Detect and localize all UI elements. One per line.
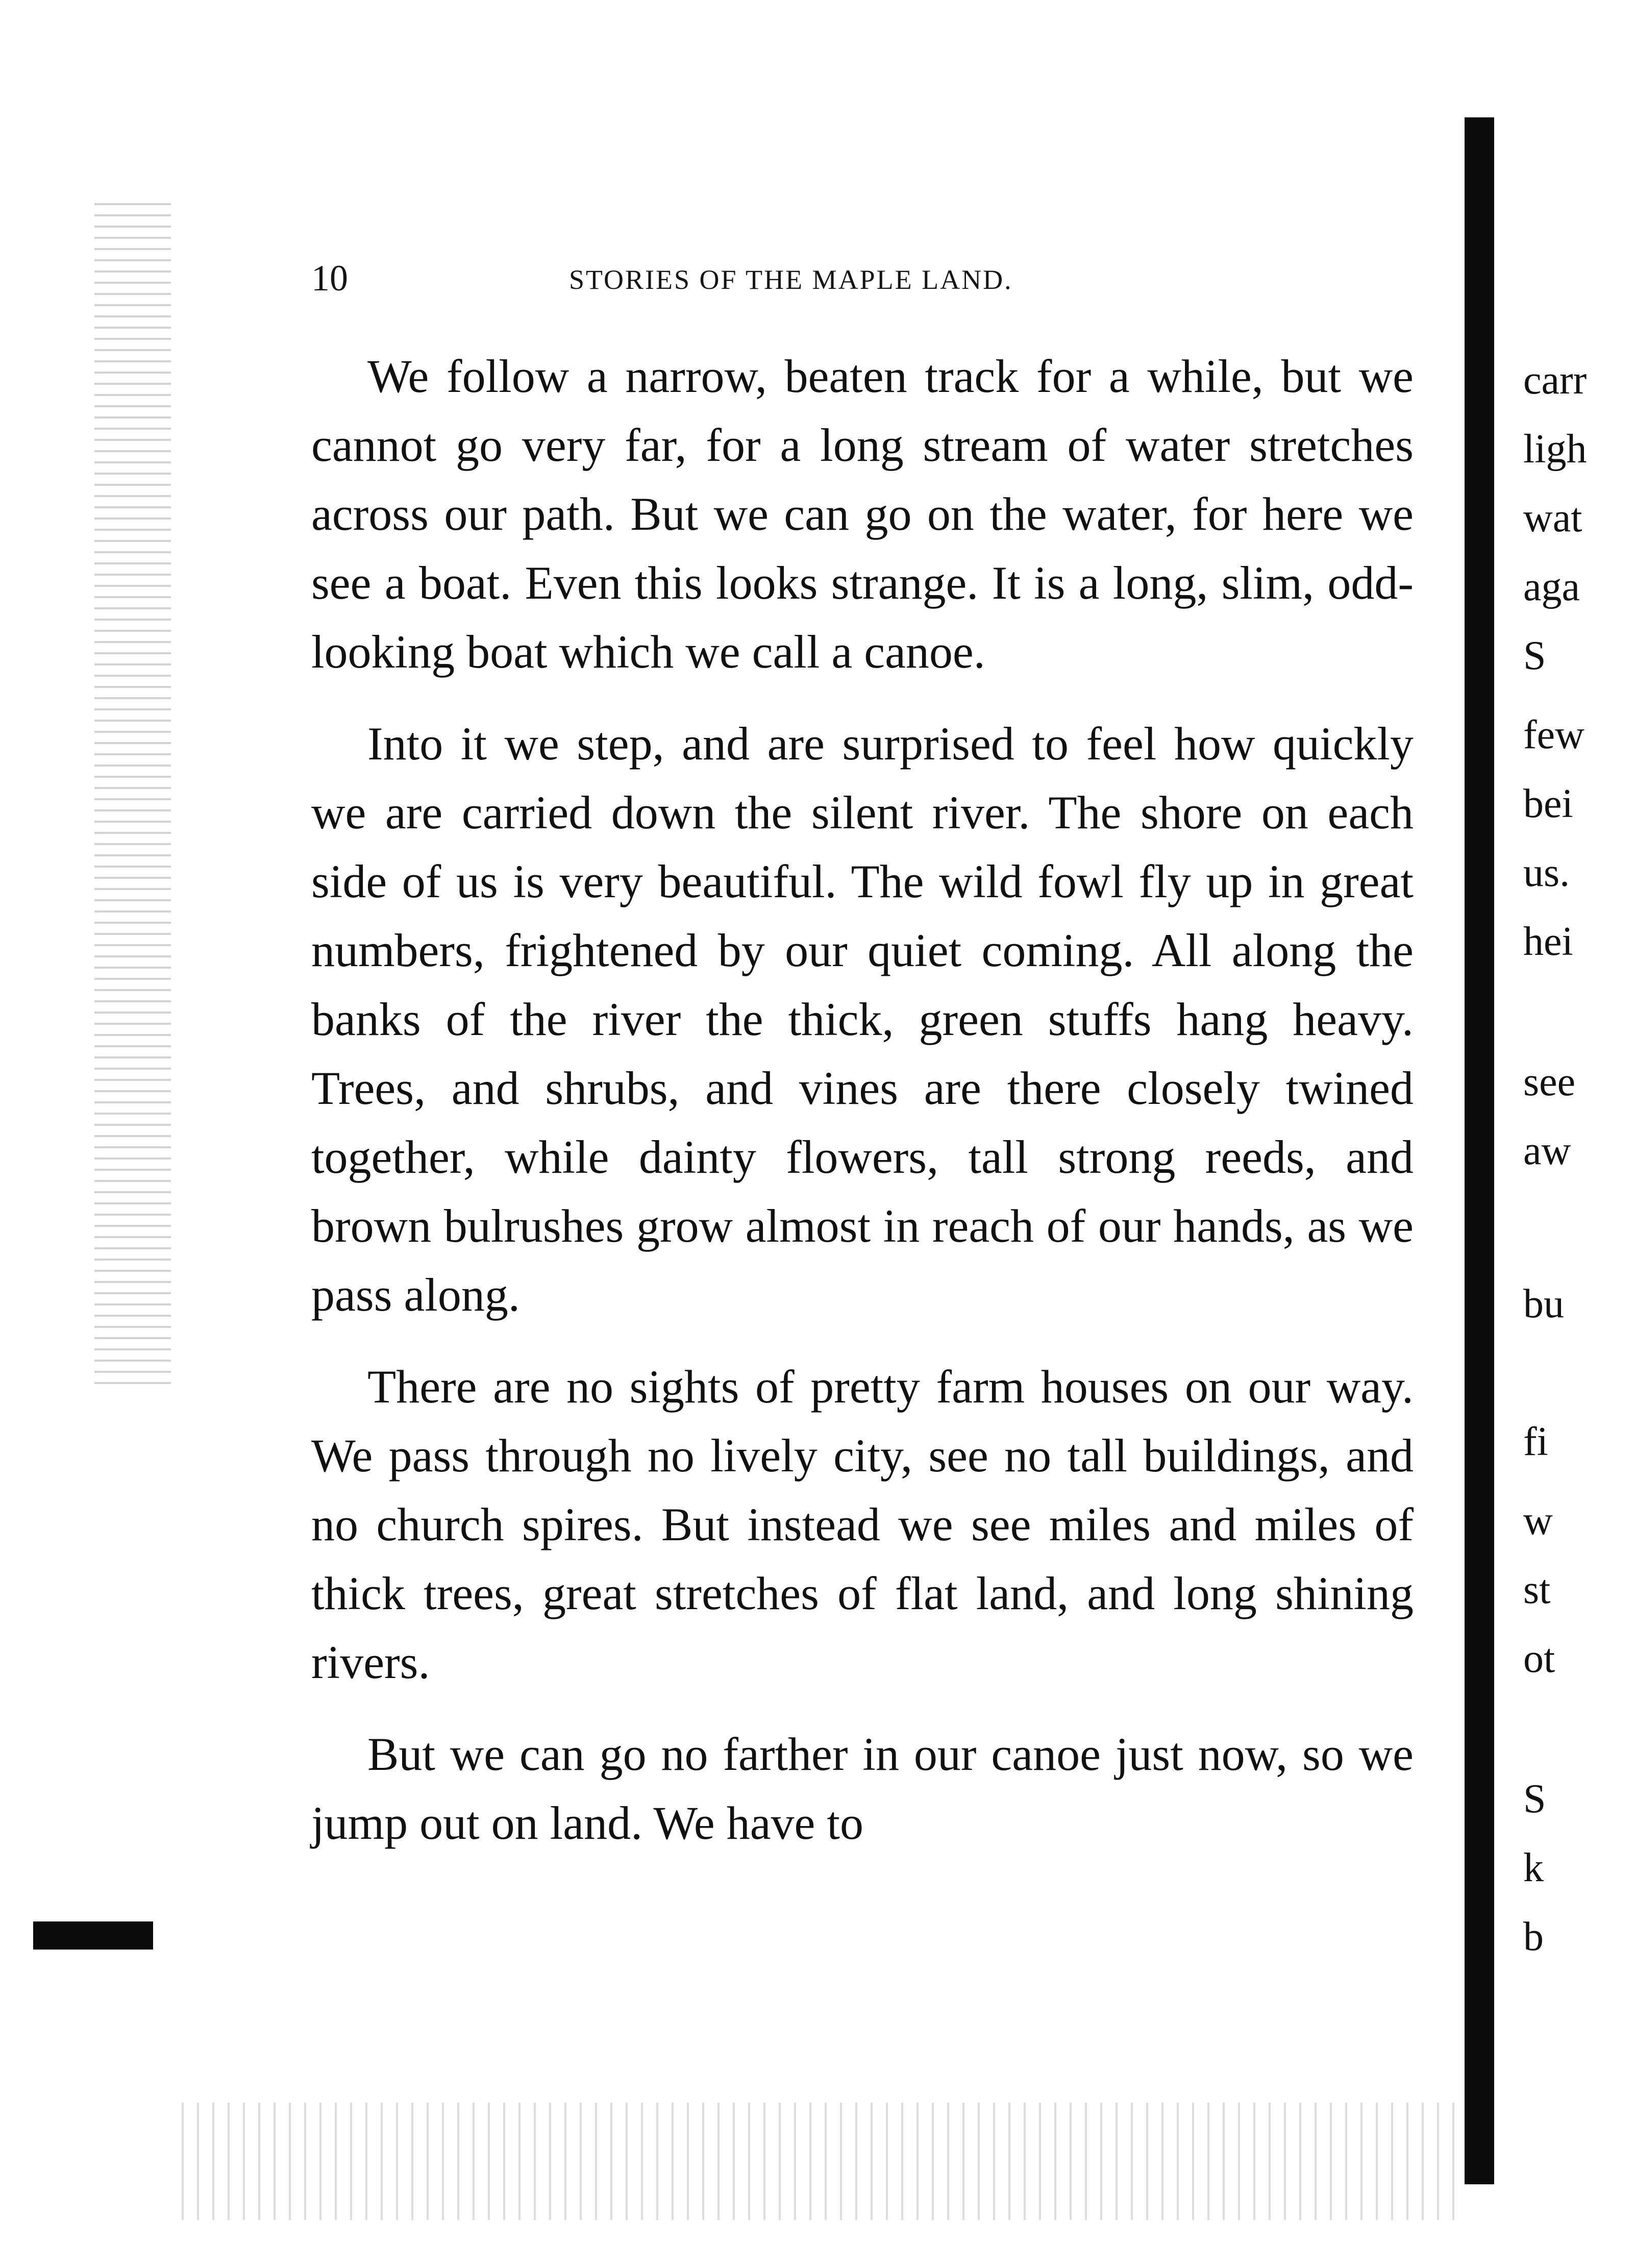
body-text — [311, 342, 1414, 1881]
facing-fragment: S — [1523, 633, 1546, 678]
facing-fragment: bei — [1523, 781, 1573, 826]
facing-fragment: st — [1523, 1567, 1551, 1612]
facing-fragment: aw — [1523, 1128, 1571, 1173]
facing-fragment: see — [1523, 1059, 1576, 1104]
gutter-shadow-bar — [1465, 117, 1494, 2184]
page-number: 10 — [311, 258, 348, 299]
facing-fragment: ot — [1523, 1636, 1555, 1681]
paragraph-3: There are no sights of pretty farm houses on our way. We pass through no lively city, see no tall buildings, and no church spires. But instead we see miles and miles of thick trees, great stretches of flat land, and long shining rivers. — [311, 1361, 1414, 1688]
facing-fragment: few — [1523, 712, 1584, 757]
facing-fragment: w — [1523, 1498, 1553, 1543]
paragraph-1: We follow a narrow, beaten track for a while, but we cannot go very far, for a long stream of water stretches across our path. But we can go on the water, for here we see a boat. Even this looks strange. It is a long, slim, odd-looking boat which we call a canoe. — [311, 350, 1414, 678]
facing-fragment: S — [1523, 1777, 1546, 1821]
paragraph-4: But we can go no farther in our canoe just now, so we jump out on land. We have to — [311, 1728, 1414, 1849]
bottom-edge-scan-noise — [168, 2103, 1454, 2220]
left-edge-dark-mark — [33, 1921, 153, 1950]
facing-fragment: wat — [1523, 496, 1582, 540]
facing-fragment: bu — [1523, 1281, 1564, 1326]
facing-fragment: b — [1523, 1914, 1544, 1959]
facing-page-fragments — [1523, 0, 1635, 2268]
facing-fragment: fi — [1523, 1419, 1548, 1464]
running-head — [311, 255, 1414, 301]
left-edge-scan-noise — [94, 194, 171, 1393]
paragraph-2: Into it we step, and are surprised to feel how quickly we are carried down the silent river. The shore on each side of us is very beautiful. The wild fowl fly up in great numbers, frightened by our quiet coming. All along the banks of the river the thick, green stuffs hang heavy. Trees, and shrubs, and vines are there closely twined together, while dainty flowers, tall strong reeds, and brown bulrushes grow almost in reach of our hands, as we pass along. — [311, 718, 1414, 1321]
facing-fragment: k — [1523, 1845, 1544, 1890]
facing-fragment: aga — [1523, 564, 1580, 609]
facing-fragment: carr — [1523, 358, 1587, 403]
facing-fragment: us. — [1523, 850, 1570, 895]
facing-fragment: ligh — [1523, 427, 1587, 472]
facing-fragment: hei — [1523, 919, 1573, 964]
running-title: STORIES OF THE MAPLE LAND. — [569, 264, 1013, 295]
